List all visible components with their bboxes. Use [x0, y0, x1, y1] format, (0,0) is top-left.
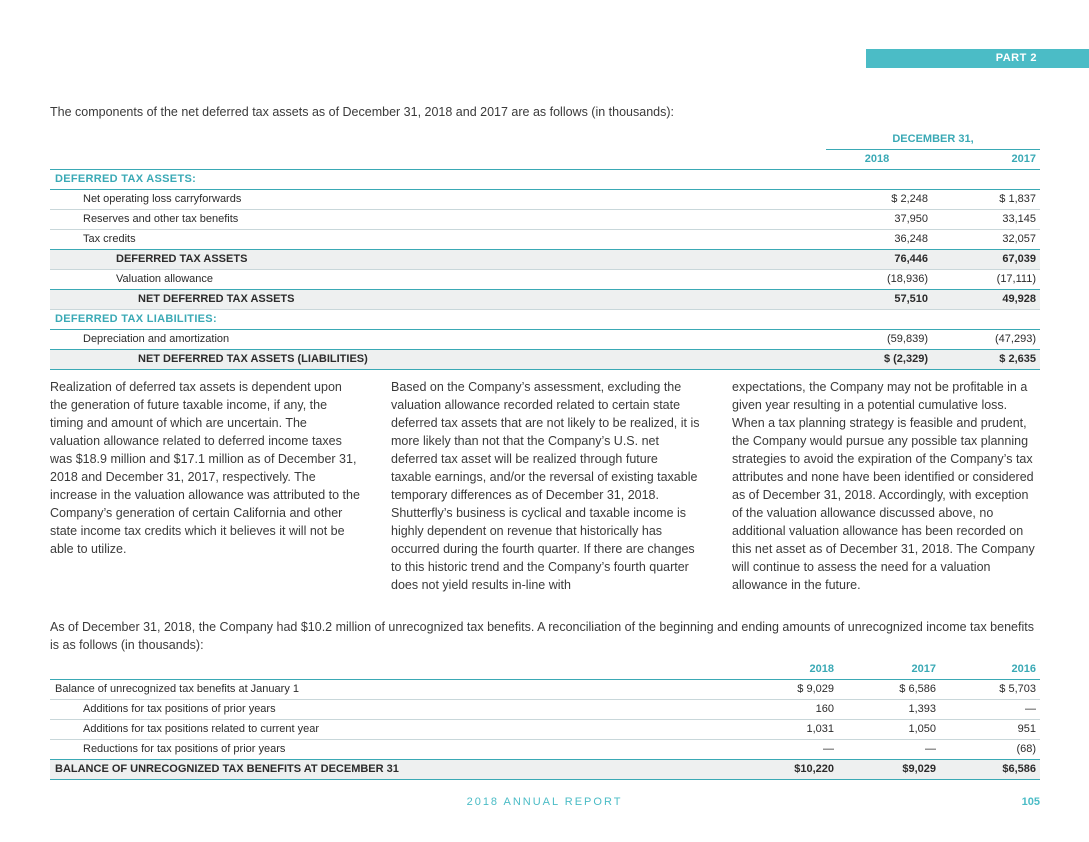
table-row	[50, 190, 1040, 210]
table-row	[50, 210, 1040, 230]
year-2016-header: 2016	[940, 660, 1040, 680]
december-header: DECEMBER 31,	[826, 130, 1040, 150]
text-column-3: expectations, the Company may not be profitable in a given year resulting in a potential cumulative loss. When a tax planning strategy is feasible and prudent, the Company would pursue any possible tax planning strategies to avoid the expiration of the Company’s tax attributes and none have been identified or considered as of December 31, 2018. Accordingly, with exception of the valuation allowance discussed above, no additional valuation allowance has been recorded on this net asset as of December 31, 2018. The Company will continue to assess the need for a valuation allowance in the future.	[732, 380, 1035, 592]
unrecognized-total-row	[50, 760, 1040, 780]
net-dta-row	[50, 290, 1040, 310]
table-row	[50, 270, 1040, 290]
row-value-2018: $ (2,329)	[826, 350, 932, 370]
row-value-2018: $10,220	[736, 760, 838, 780]
row-value-2017: 32,057	[932, 230, 1040, 250]
table-year-header	[50, 660, 1040, 680]
row-label: Net operating loss carryforwards	[50, 190, 826, 210]
table-row	[50, 720, 1040, 740]
row-value-2016: $ 5,703	[940, 680, 1040, 700]
year-2018-header: 2018	[864, 153, 890, 165]
row-value-2017: $ 2,635	[932, 350, 1040, 370]
table-row	[50, 230, 1040, 250]
row-value-2018: (59,839)	[826, 330, 932, 350]
row-value-2018: 1,031	[736, 720, 838, 740]
row-value-2018: 37,950	[826, 210, 932, 230]
row-value-2018: (18,936)	[826, 270, 932, 290]
row-label: Balance of unrecognized tax benefits at January 1	[50, 680, 736, 700]
net-total-row	[50, 350, 1040, 370]
deferred-tax-table	[50, 130, 1040, 370]
row-label: Reductions for tax positions of prior years	[50, 740, 736, 760]
row-value-2018: 76,446	[826, 250, 932, 270]
row-label: BALANCE OF UNRECOGNIZED TAX BENEFITS AT DECEMBER 31	[50, 760, 736, 780]
year-2017-header: 2017	[838, 660, 940, 680]
row-label: Tax credits	[50, 230, 826, 250]
row-value-2018: —	[736, 740, 838, 760]
row-label: Reserves and other tax benefits	[50, 210, 826, 230]
row-value-2016: (68)	[940, 740, 1040, 760]
row-value-2017: 1,050	[838, 720, 940, 740]
text-column-2: Based on the Company’s assessment, excluding the valuation allowance recorded related to certain state deferred tax assets that are not likely to be realized, it is more likely than not that the Company’s U.S. net deferred tax asset will be realized through future taxable earnings, and/or the reversal of existing taxable temporary differences as of December 31, 2018. Shutterfly’s business is cyclical and taxable income is highly dependent on revenue that historically has occurred during the fourth quarter. If there are changes to this historic trend and the Company’s fourth quarter does not yield results in-line with	[391, 380, 700, 592]
row-label: Additions for tax positions related to current year	[50, 720, 736, 740]
liabilities-header-label: DEFERRED TAX LIABILITIES:	[50, 310, 1040, 330]
row-value-2018: 160	[736, 700, 838, 720]
row-value-2018: 57,510	[826, 290, 932, 310]
table-row	[50, 330, 1040, 350]
row-value-2017: (17,111)	[932, 270, 1040, 290]
row-value-2017: $ 6,586	[838, 680, 940, 700]
year-2017-header: 2017	[1011, 153, 1036, 165]
row-value-2017: 67,039	[932, 250, 1040, 270]
footer-report-title: 2018 ANNUAL REPORT	[466, 796, 623, 808]
table-row	[50, 740, 1040, 760]
row-value-2016: $6,586	[940, 760, 1040, 780]
year-2018-header: 2018	[736, 660, 838, 680]
row-label: DEFERRED TAX ASSETS	[50, 250, 826, 270]
assets-section-header	[50, 170, 1040, 190]
row-value-2017: $9,029	[838, 760, 940, 780]
dta-subtotal-row	[50, 250, 1040, 270]
row-value-2017: 33,145	[932, 210, 1040, 230]
row-label: Valuation allowance	[50, 270, 826, 290]
row-value-2017: —	[838, 740, 940, 760]
row-value-2018: $ 2,248	[826, 190, 932, 210]
unrecognized-benefits-table	[50, 660, 1040, 780]
row-value-2017: 1,393	[838, 700, 940, 720]
unrecognized-intro: As of December 31, 2018, the Company had $10.2 million of unrecognized tax benefits. A reconciliation of the beginning and ending amounts of unrecognized income tax benefits is as follows (in thousands):	[50, 620, 1034, 652]
row-value-2017: (47,293)	[932, 330, 1040, 350]
row-label: NET DEFERRED TAX ASSETS (LIABILITIES)	[50, 350, 826, 370]
page-number: 105	[1021, 796, 1040, 808]
table-row	[50, 680, 1040, 700]
assets-header-label: DEFERRED TAX ASSETS:	[50, 170, 1040, 190]
row-value-2017: $ 1,837	[932, 190, 1040, 210]
liabilities-section-header	[50, 310, 1040, 330]
table-group-header	[50, 130, 1040, 150]
row-value-2018: 36,248	[826, 230, 932, 250]
row-label: NET DEFERRED TAX ASSETS	[50, 290, 826, 310]
row-value-2016: —	[940, 700, 1040, 720]
part-label: PART 2	[866, 49, 1089, 68]
table-year-header	[50, 150, 1040, 170]
row-label: Additions for tax positions of prior years	[50, 700, 736, 720]
row-value-2018: $ 9,029	[736, 680, 838, 700]
text-column-1: Realization of deferred tax assets is dependent upon the generation of future taxable income, if any, the timing and amount of which are uncertain. The valuation allowance related to deferred income taxes was $18.9 million and $17.1 million as of December 31, 2018 and December 31, 2017, respectively. The increase in the valuation allowance was attributed to the Company’s generation of certain California and other state income tax credits which it believes it will not be able to utilize.	[50, 380, 360, 556]
intro-text: The components of the net deferred tax assets as of December 31, 2018 and 2017 are as follows (in thousands):	[50, 105, 674, 119]
row-value-2017: 49,928	[932, 290, 1040, 310]
row-label: Depreciation and amortization	[50, 330, 826, 350]
table-row	[50, 700, 1040, 720]
row-value-2016: 951	[940, 720, 1040, 740]
